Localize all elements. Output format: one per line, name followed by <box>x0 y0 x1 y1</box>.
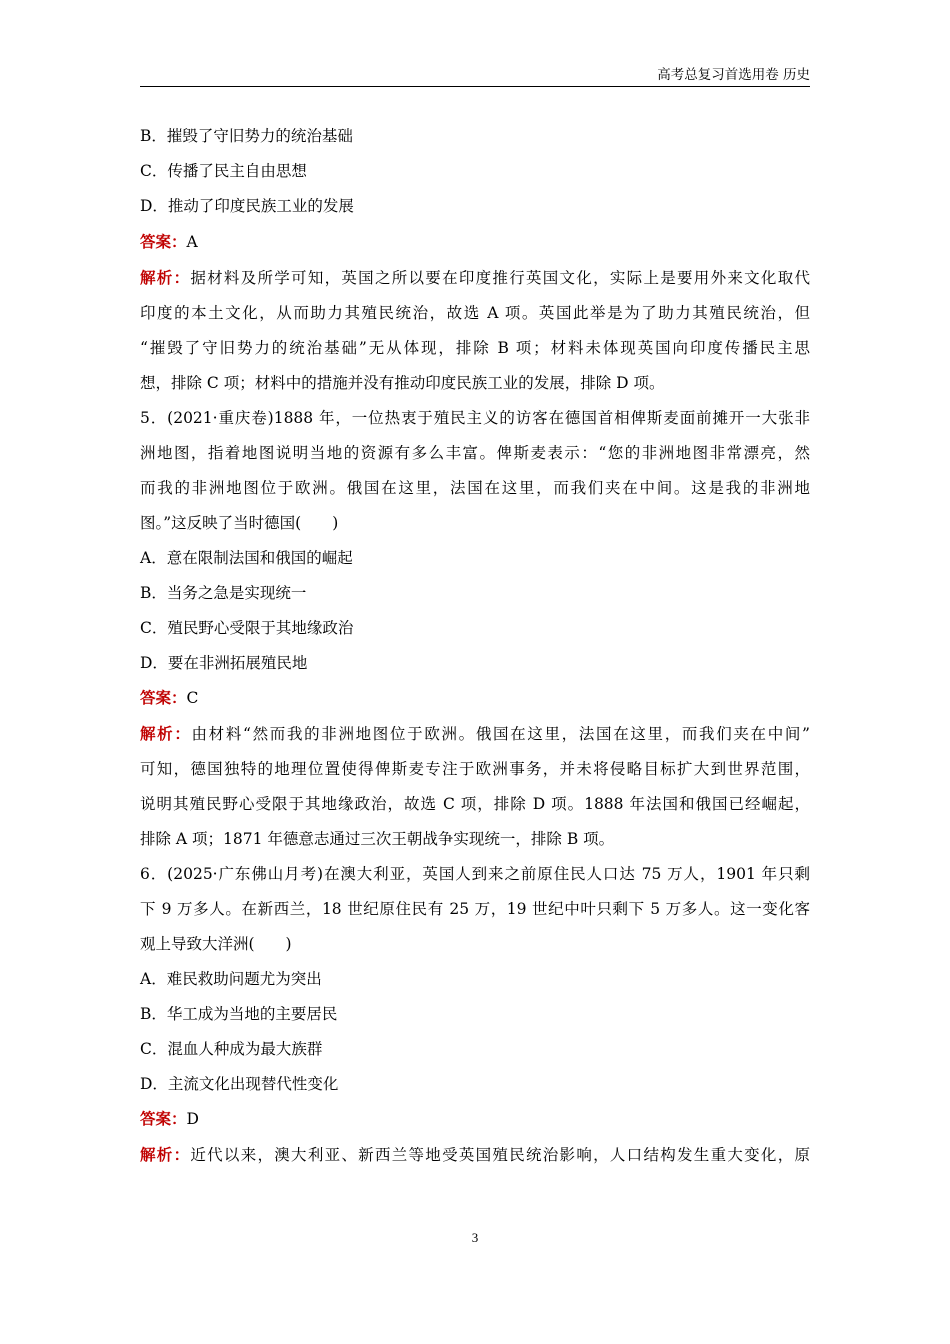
page-number: 3 <box>471 1230 479 1245</box>
analysis-line: 说明其殖民野心受限于其地缘政治，故选 C 项，排除 D 项。1888 年法国和俄国已经崛起， <box>140 795 810 813</box>
analysis-line: 可知，德国独特的地理位置使得俾斯麦专注于欧洲事务，并未将侵略目标扩大到世界范围， <box>140 760 810 778</box>
analysis-line: 想，排除 C 项；材料中的措施并没有推动印度民族工业的发展，排除 D 项。 <box>140 374 665 392</box>
answer-line <box>140 1107 199 1131</box>
question-stem: 而我的非洲地图位于欧洲。俄国在这里，法国在这里，而我们夹在中间。这是我的非洲地 <box>140 479 810 497</box>
answer-value: D <box>186 1110 199 1128</box>
question-stem: 图。”这反映了当时德国( ) <box>140 514 339 532</box>
analysis-line <box>140 266 810 290</box>
analysis-label: 解析： <box>140 268 191 287</box>
question-stem: 6．(2025·广东佛山月考)在澳大利亚，英国人到来之前原住民人口达 75 万人，1901 年只剩 <box>140 865 810 883</box>
analysis-line: 排除 A 项；1871 年德意志通过三次王朝战争实现统一，排除 B 项。 <box>140 830 615 848</box>
analysis-text: 近代以来，澳大利亚、新西兰等地受英国殖民统治影响，人口结构发生重大变化，原 <box>190 1146 810 1164</box>
analysis-text: 由材料“然而我的非洲地图位于欧洲。俄国在这里，法国在这里，而我们夹在中间” <box>191 725 810 743</box>
analysis-label: 解析： <box>140 724 192 743</box>
option-d: D．要在非洲拓展殖民地 <box>140 654 308 672</box>
answer-label: 答案： <box>140 1109 187 1128</box>
option-d: D．主流文化出现替代性变化 <box>140 1075 339 1093</box>
answer-value: A <box>186 233 198 251</box>
question-stem: 下 9 万多人。在新西兰，18 世纪原住民有 25 万，19 世纪中叶只剩下 5 万多人。这一变化客 <box>140 900 810 918</box>
analysis-text: 据材料及所学可知，英国之所以要在印度推行英国文化，实际上是要用外来文化取代 <box>190 269 810 287</box>
answer-line <box>140 230 198 254</box>
option-c: C．殖民野心受限于其地缘政治 <box>140 619 354 637</box>
question-stem: 5．(2021·重庆卷)1888 年，一位热衷于殖民主义的访客在德国首相俾斯麦面前摊开一大张非 <box>140 409 810 427</box>
option-c: C．混血人种成为最大族群 <box>140 1040 323 1058</box>
analysis-line <box>140 1143 810 1167</box>
analysis-label: 解析： <box>140 1145 191 1164</box>
header-title: 高考总复习首选用卷 历史 <box>657 67 810 83</box>
analysis-line: “摧毁了守旧势力的统治基础”无从体现，排除 B 项；材料未体现英国向印度传播民主思 <box>140 339 810 357</box>
answer-line <box>140 686 198 710</box>
option-b: B．当务之急是实现统一 <box>140 584 307 602</box>
page-header <box>140 66 810 87</box>
answer-value: C <box>186 689 199 707</box>
option-a: A．意在限制法国和俄国的崛起 <box>140 549 353 567</box>
analysis-line <box>140 722 810 746</box>
analysis-line: 印度的本土文化，从而助力其殖民统治，故选 A 项。英国此举是为了助力其殖民统治，但 <box>140 304 810 322</box>
option-c: C．传播了民主自由思想 <box>140 162 307 180</box>
answer-label: 答案： <box>140 232 187 251</box>
option-b: B．华工成为当地的主要居民 <box>140 1005 338 1023</box>
option-a: A．难民救助问题尤为突出 <box>140 970 322 988</box>
answer-label: 答案： <box>140 688 187 707</box>
option-d: D．推动了印度民族工业的发展 <box>140 197 354 215</box>
option-b: B．摧毁了守旧势力的统治基础 <box>140 127 353 145</box>
question-stem: 洲地图，指着地图说明当地的资源有多么丰富。俾斯麦表示：“您的非洲地图非常漂亮，然 <box>140 444 810 462</box>
question-stem: 观上导致大洋洲( ) <box>140 935 292 953</box>
